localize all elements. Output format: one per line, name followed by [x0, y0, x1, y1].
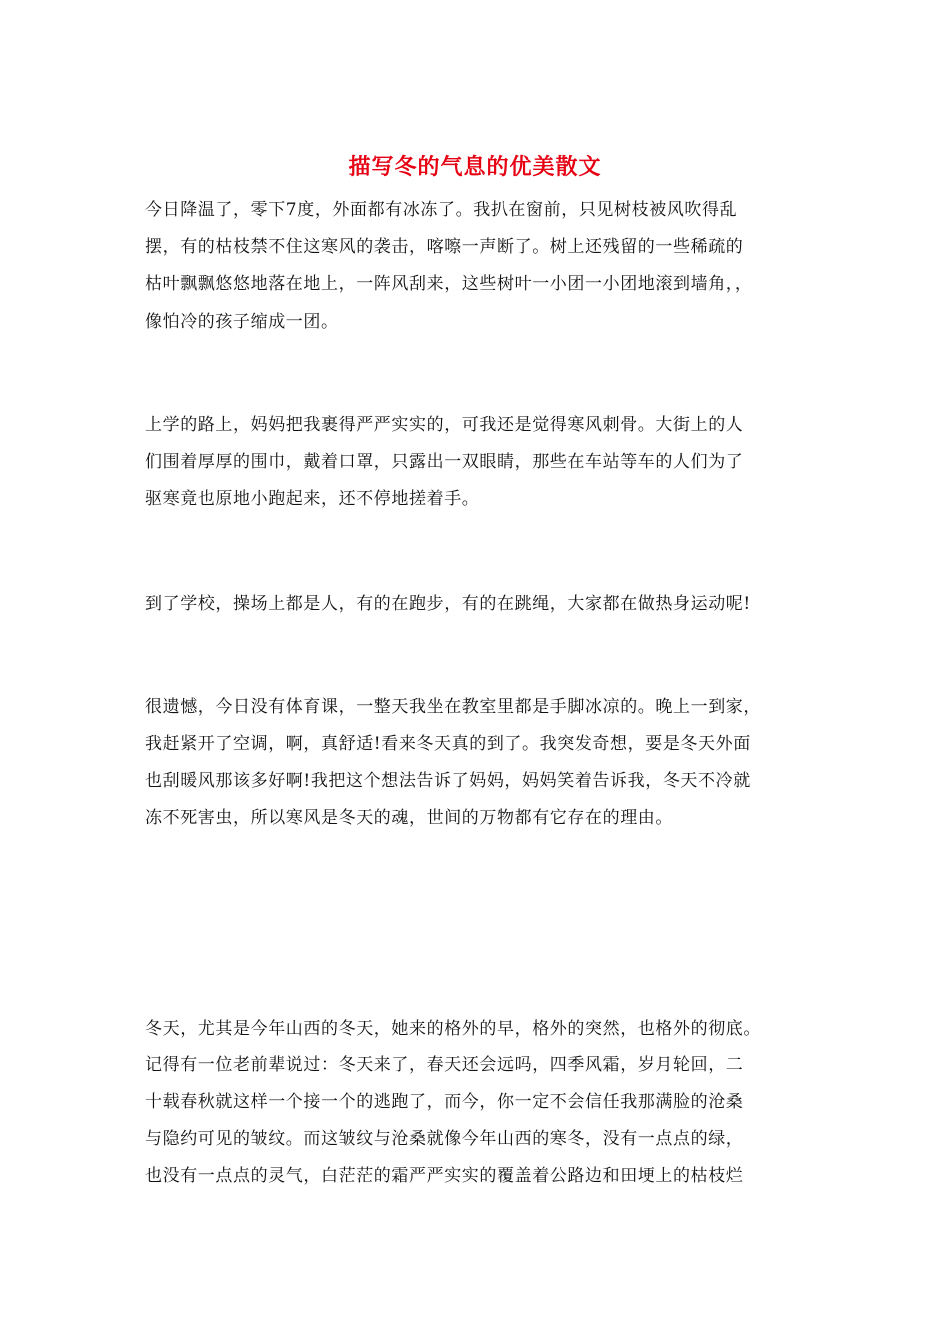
- paragraph-5-line-5: 也没有一点点的灵气，白茫茫的霜严严实实的覆盖着公路边和田埂上的枯枝烂: [145, 1166, 744, 1186]
- paragraph-1-line-3: 枯叶飘飘悠悠地落在地上，一阵风刮来，这些树叶一小团一小团地滚到墙角，，: [145, 274, 753, 294]
- paragraph-1-line-2: 摆，有的枯枝禁不住这寒风的袭击，喀嚓一声断了。树上还残留的一些稀疏的: [145, 237, 744, 257]
- paragraph-4-line-3: 也刮暖风那该多好啊!我把这个想法告诉了妈妈，妈妈笑着告诉我，冬天不冷就: [145, 771, 751, 791]
- paragraph-1-line-1: 今日降温了，零下7度，外面都有冰冻了。我扒在窗前，只见树枝被风吹得乱: [145, 200, 738, 220]
- paragraph-4-line-4: 冻不死害虫，所以寒风是冬天的魂，世间的万物都有它存在的理由。: [145, 808, 673, 828]
- paragraph-2-line-2: 们围着厚厚的围巾，戴着口罩，只露出一双眼睛，那些在车站等车的人们为了: [145, 452, 744, 472]
- paragraph-4-line-2: 我赶紧开了空调，啊，真舒适!看来冬天真的到了。我突发奇想，要是冬天外面: [145, 734, 751, 754]
- paragraph-1-line-4: 像怕冷的孩子缩成一团。: [145, 312, 339, 332]
- paragraph-3-line-1: 到了学校，操场上都是人，有的在跑步，有的在跳绳，大家都在做热身运动呢!: [145, 594, 751, 614]
- paragraph-5-line-2: 记得有一位老前辈说过：冬天来了，春天还会远吗，四季风霜，岁月轮回，二: [145, 1055, 744, 1075]
- paragraph-2-line-1: 上学的路上，妈妈把我裹得严严实实的，可我还是觉得寒风刺骨。大街上的人: [145, 415, 744, 435]
- paragraph-5-line-4: 与隐约可见的皱纹。而这皱纹与沧桑就像今年山西的寒冬，没有一点点的绿，: [145, 1129, 744, 1149]
- paragraph-5-line-3: 十载春秋就这样一个接一个的逃跑了，而今，你一定不会信任我那满脸的沧桑: [145, 1092, 744, 1112]
- paragraph-5-line-1: 冬天，尤其是今年山西的冬天，她来的格外的早，格外的突然，也格外的彻底。: [145, 1019, 761, 1039]
- paragraph-4-line-1: 很遗憾，今日没有体育课，一整天我坐在教室里都是手脚冰凉的。晚上一到家，: [145, 697, 761, 717]
- paragraph-2-line-3: 驱寒竟也原地小跑起来，还不停地搓着手。: [145, 489, 480, 509]
- document-title: 描写冬的气息的优美散文: [348, 154, 602, 180]
